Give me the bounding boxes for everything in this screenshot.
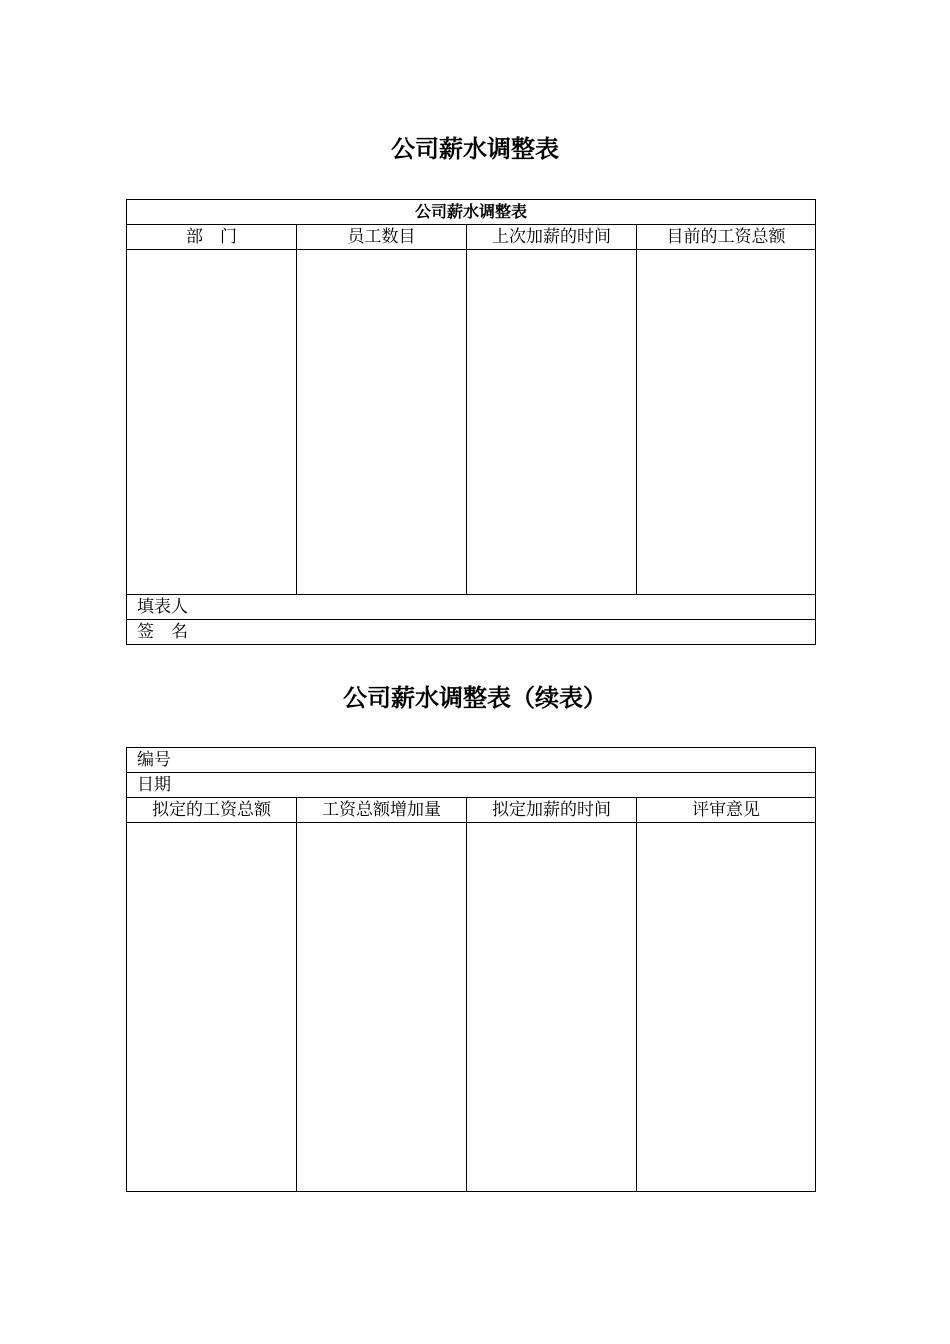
column-header-employee-count: 员工数目 (297, 225, 467, 250)
salary-adjustment-continuation-table (126, 747, 816, 1192)
review-opinion-input-cell[interactable] (637, 823, 816, 1192)
table-input-row (127, 823, 816, 1192)
salary-increase-amount-input-cell[interactable] (297, 823, 467, 1192)
column-header-review-opinion: 评审意见 (637, 798, 816, 823)
column-header-department: 部 门 (127, 225, 297, 250)
column-header-current-salary-total: 目前的工资总额 (637, 225, 816, 250)
table-caption: 公司薪水调整表 (127, 200, 816, 225)
date-field[interactable]: 日期 (127, 773, 816, 798)
employee-count-input-cell[interactable] (297, 250, 467, 595)
table-row (127, 595, 816, 620)
proposed-raise-time-input-cell[interactable] (467, 823, 637, 1192)
continuation-form-title: 公司薪水调整表（续表） (343, 684, 607, 712)
table-row (127, 748, 816, 773)
table-row (127, 773, 816, 798)
salary-adjustment-table (126, 199, 816, 645)
column-header-proposed-salary-total: 拟定的工资总额 (127, 798, 297, 823)
table-row (127, 620, 816, 645)
table-header-row (127, 798, 816, 823)
table-header-row (127, 225, 816, 250)
preparer-field[interactable]: 填表人 (127, 595, 816, 620)
proposed-salary-total-input-cell[interactable] (127, 823, 297, 1192)
table-input-row (127, 250, 816, 595)
signature-field[interactable]: 签 名 (127, 620, 816, 645)
form-title: 公司薪水调整表 (391, 135, 559, 163)
current-salary-total-input-cell[interactable] (637, 250, 816, 595)
last-raise-time-input-cell[interactable] (467, 250, 637, 595)
department-input-cell[interactable] (127, 250, 297, 595)
column-header-last-raise-time: 上次加薪的时间 (467, 225, 637, 250)
column-header-proposed-raise-time: 拟定加薪的时间 (467, 798, 637, 823)
serial-number-field[interactable]: 编号 (127, 748, 816, 773)
column-header-salary-increase-amount: 工资总额增加量 (297, 798, 467, 823)
table-caption-row (127, 200, 816, 225)
